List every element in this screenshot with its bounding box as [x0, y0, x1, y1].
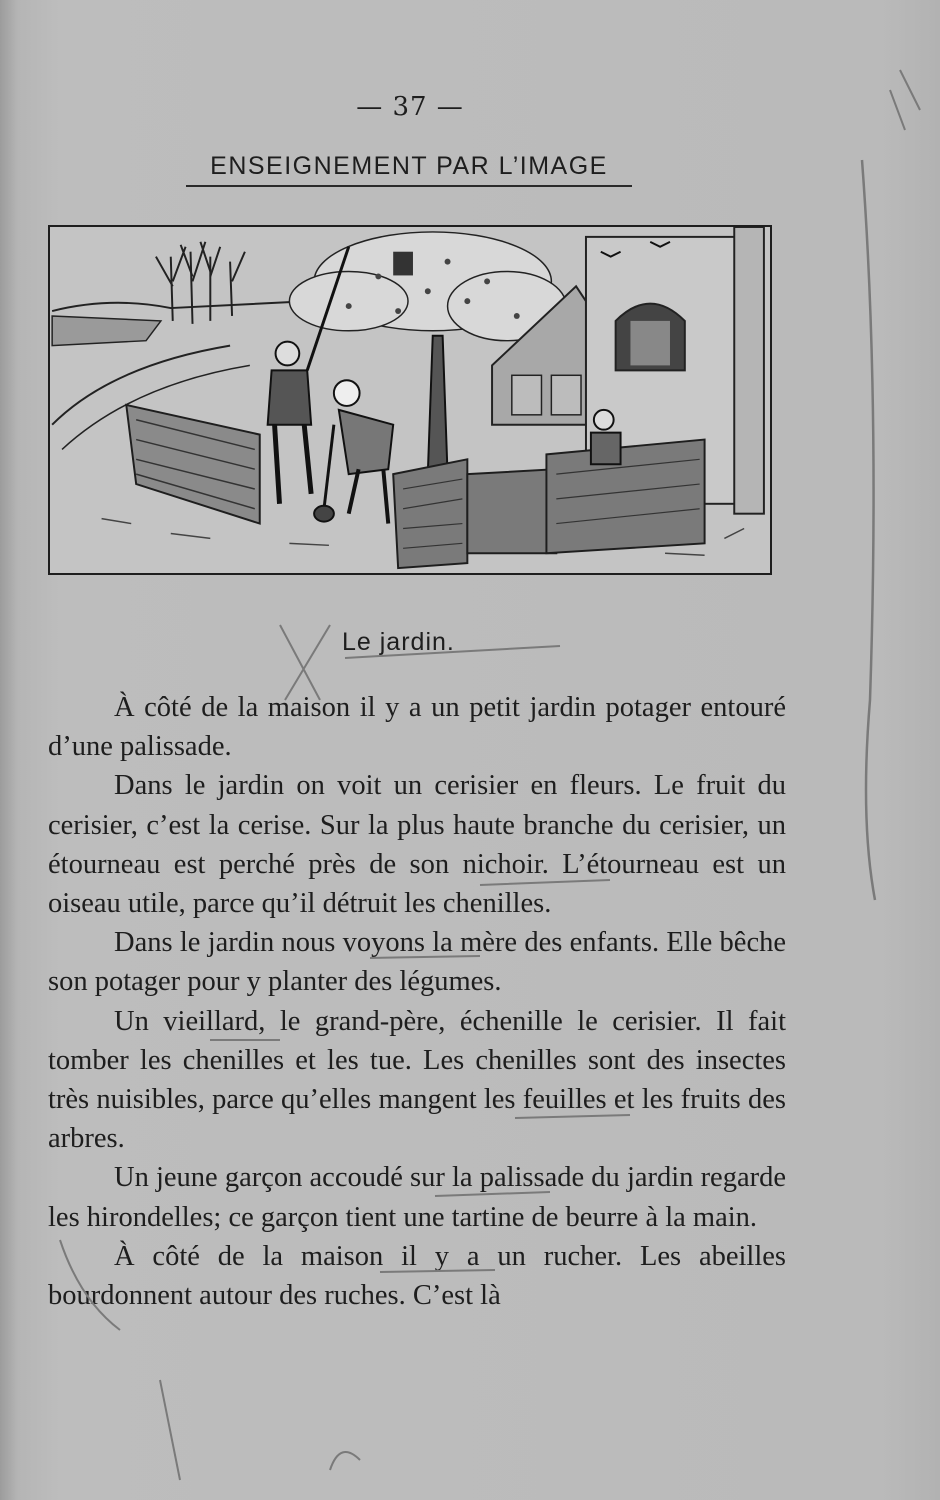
running-head: ENSEIGNEMENT PAR L’IMAGE: [186, 152, 632, 187]
section-title: Le jardin.: [342, 628, 455, 656]
paragraph: Un jeune garçon accoudé sur la palissade du jardin regarde les hirondelles; ce garçon tient une tartine de beurre à la main.: [48, 1162, 786, 1233]
paragraph: Dans le jardin on voit un cerisier en fleurs. Le fruit du cerisier, c’est la cerise. Sur la plus haute branche du cerisier, un étourneau est perché près de son nichoir. L’étourneau est un oiseau utile, parce qu’il détruit les chenilles.: [48, 770, 786, 920]
garden-engraving: [50, 227, 770, 573]
paragraph: Un vieillard, le grand-père, échenille le cerisier. Il fait tomber les chenilles et les tue. Les chenilles sont des insectes très nuisibles, parce qu’elles mangent les feuilles et les fruits des arbres.: [48, 1005, 786, 1155]
body-text: [48, 688, 786, 1315]
paragraph: À côté de la maison il y a un petit jardin potager entouré d’une palissade.: [48, 692, 786, 763]
garden-illustration: [48, 225, 772, 575]
paragraph: Dans le jardin nous voyons la mère des enfants. Elle bêche son potager pour y planter des légumes.: [48, 927, 786, 998]
page-number: — 37 —: [356, 92, 464, 122]
paragraph: À côté de la maison il y a un rucher. Les abeilles bourdonnent autour des ruches. C’est là: [48, 1240, 786, 1312]
